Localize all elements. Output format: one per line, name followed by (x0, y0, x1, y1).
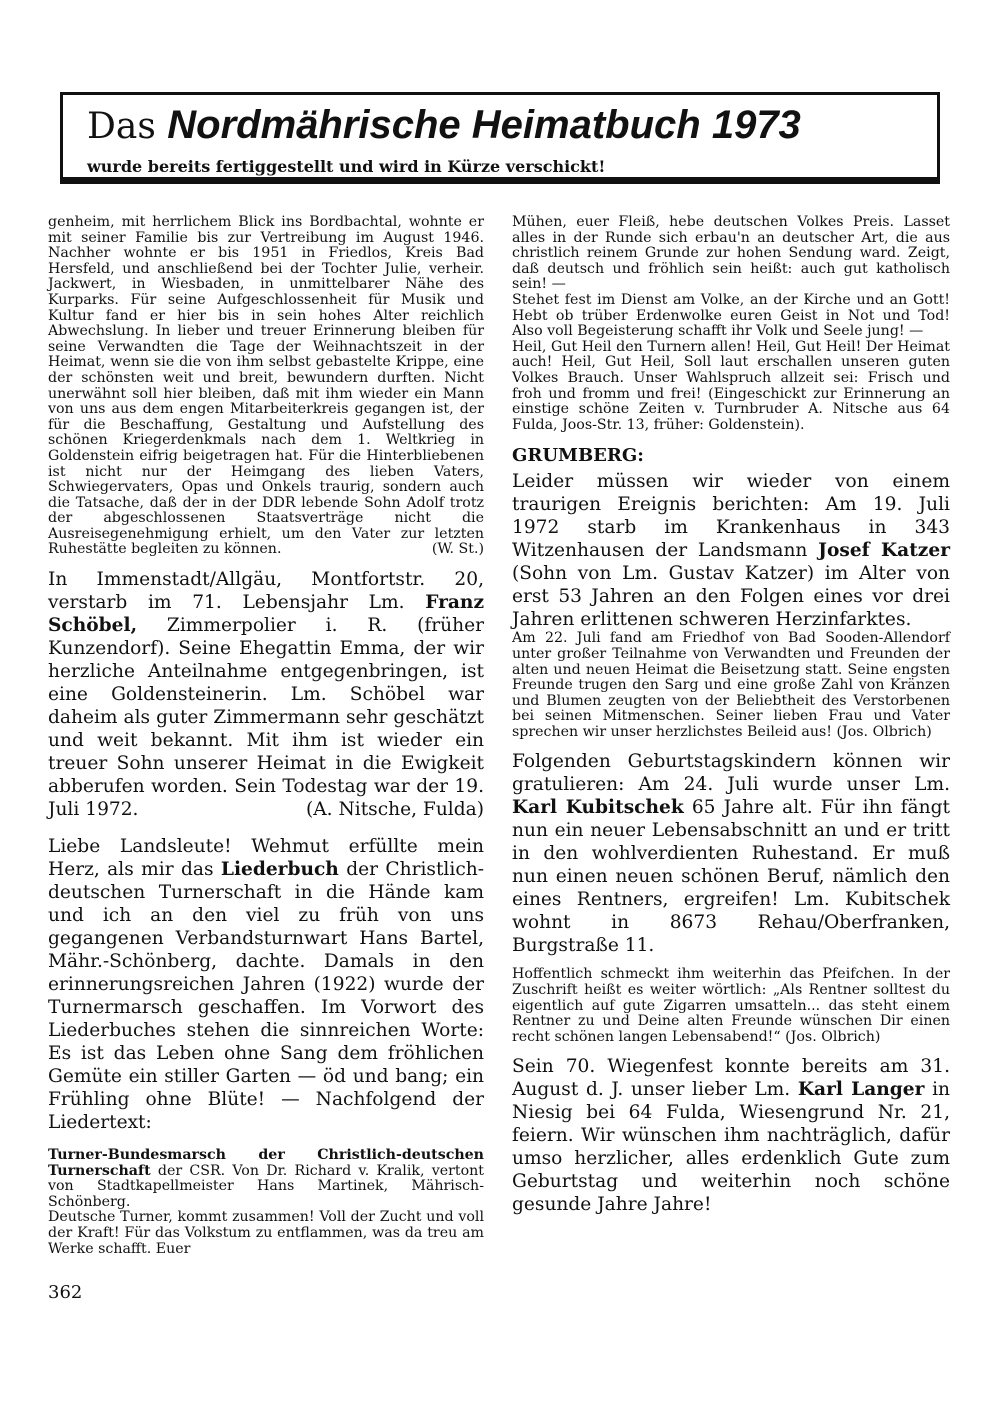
song-title: Turner-Bundesmarsch der Christlich-deutschen Turnerschaft (48, 1147, 484, 1179)
person-name: Karl Kubitschek (512, 797, 684, 819)
right-column (512, 215, 950, 1216)
author-signature: (A. Nitsche, Fulda) (305, 799, 484, 821)
obituary-katzer: Leider müssen wir wieder von einem traurigen Ereignis berichten: Am 19. Juli 1972 starb im Krankenhaus in 343 Witzenhausen der Landsmann Josef Katzer (Sohn von Lm. Gustav Katzer) im Alter von erst 53 Jahren an den Folgen eines vor drei Jahren erlittenen schweren Herzinfarktes. (512, 471, 950, 631)
article-liederbuch: Liebe Landsleute! Wehmut erfüllte mein Herz, als mir das Liederbuch der Christlich-deutschen Turnerschaft in die Hände kam und ich an den viel zu früh von uns gegangenen Verbandsturnwart Hans Bartel, Mähr.-Schönberg, dachte. Damals in den erinnerungsreichen Jahren (1922) wurde der Turnermarsch geschaffen. Im Vorwort des Liederbuches stehen die sinnreichen Worte: Es ist das Leben ohne Sang dem fröhlichen Gemüte ein stiller Garten — öd und bang; ein Frühling ohne Blüte! — Nachfolgend der Liedertext: (48, 836, 484, 1134)
obituary-schoebel: In Immenstadt/Allgäu, Montfortstr. 20, verstarb im 71. Lebensjahr Lm. Franz Schöbel, Zimmerpolier i. R. (früher Kunzendorf). Seine Ehegattin Emma, der wir herzliche Anteilnahme entgegenbringen, ist eine Goldensteinerin. Lm. Schöbel war daheim als guter Zimmermann sehr geschätzt und weit bekannt. Mit ihm ist wieder ein treuer Sohn unserer Heimat in die Ewigkeit abberufen worden. Sein Todestag war der 19. Juli 1972. (A. Nitsche, Fulda) (48, 569, 484, 821)
left-column (48, 215, 484, 1257)
song-text: Stehet fest im Dienst am Volke, an der Kirche und an Gott! Hebt ob trüber Erdenwolke euren Geist in Not und Tod! Also voll Begeisterung schafft ihr Volk und Seele jung! — (512, 291, 950, 340)
birthday-kubitschek: Folgenden Geburtstagskindern können wir gratulieren: Am 24. Juli wurde unser Lm. Karl Kubitschek 65 Jahre alt. Für ihn fängt nun ein neuer Lebensabschnitt an und er tritt in den wohlverdienten Ruhestand. Er muß nun einen neuen schönen Beruf, nämlich den eines Rentners, ergreifen! Lm. Kubitschek wohnt in 8673 Rehau/Oberfranken, Burgstraße 11. (512, 751, 950, 957)
person-name: Franz Schöbel, (48, 592, 484, 637)
banner-title (87, 103, 801, 148)
person-name: Karl Langer (797, 1079, 925, 1101)
page-number: 362 (48, 1282, 83, 1303)
article-paragraph: genheim, mit herrlichem Blick ins Bordbachtal, wohnte er mit seiner Familie bis zur Vertreibung im August 1946. Nachher wohnte er bis 1951 in Friedlos, Kreis Bad Hersfeld, und anschließend bei der Tochter Julie, verheir. Jackwert, in Wiesbaden, in unmittelbarer Nähe des Kurparks. Für seine Aufgeschlossenheit für Musik und Kultur fand er hier bis in sein hohes Alter reichlich Abwechslung. In lieber und treuer Erinnerung bleiben für seine Verwandten die Tage der Weihnachtszeit in der Heimat, wenn sie die von ihm selbst gebastelte Krippe, eine der schönsten weit und breit, bewundern durften. Nicht unerwähnt soll hier bleiben, daß mit ihm wieder ein Mann von uns aus dem engen Mitarbeiterkreis gegangen ist, der für die Beschaffung, Gestaltung und Aufstellung des schönen Kriegerdenkmals nach dem 1. Weltkrieg in Goldenstein eifrig beigetragen hat. Für die Hinterbliebenen ist nicht nur der Heimgang des lieben Vaters, Schwiegervaters, Opas und Onkels traurig, sondern auch die Tatsache, daß der in der DDR lebende Sohn Adolf trotz der abgeschlossenen Staatsverträge nicht die Ausreisegenehmigung erhielt, um den Vater zur letzten Ruhestätte begleiten zu können. (W. St.) (48, 214, 484, 558)
person-name: Josef Katzer (818, 540, 950, 562)
banner-title-plain: Das (87, 106, 168, 147)
song-text: Heil, Gut Heil den Turnern allen! Heil, Gut Heil! Der Heimat auch! Heil, Gut Heil, Soll laut erschallen unseren guten Volkes Brauch. Unser Wahlspruch allzeit sei: Frisch und froh und fromm und frei! (Eingeschickt zur Erinnerung an einstige schöne Zeiten v. Turnbruder A. Nitsche aus 64 Fulda, Joos-Str. 13, früher: Goldenstein). (512, 338, 950, 433)
announcement-banner (60, 92, 940, 184)
bold-term: Liederbuch (220, 859, 339, 881)
birthday-quote: Hoffentlich schmeckt ihm weiterhin das Pfeifchen. In der Zuschrift heißt es weiter wörtlich: „Als Rentner solltest du eigentlich auf gute Zigarren umsatteln... das steht einem Rentner zu und Deine alten Freunde wünschen Dir einen recht schönen langen Lebensabend!“ (Jos. Olbrich) (512, 966, 950, 1045)
banner-subtitle: wurde bereits fertiggestellt und wird in Kürze verschickt! (87, 157, 606, 176)
song-text: Mühen, euer Fleiß, hebe deutschen Volkes Preis. Lasset alles in der Runde sich erbau'n an deutscher Art, die aus christlich reinem Grunde zur hohen Sendung ward. Zeigt, daß deutsch und fröhlich sein heißt: auch gut katholisch sein! — (512, 214, 950, 293)
song-text: Deutsche Turner, kommt zusammen! Voll der Zucht und voll der Kraft! Für das Volkstum zu entflammen, was da treu am Werke schafft. Euer (48, 1209, 484, 1257)
section-heading-grumberg: GRUMBERG: (512, 445, 644, 467)
banner-title-bold: Nordmährische Heimatbuch 1973 (167, 103, 801, 147)
funeral-report: Am 22. Juli fand am Friedhof von Bad Sooden-Allendorf unter großer Teilnahme von Verwandten und Freunden der alten und neuen Heimat die Beisetzung statt. Seine engsten Freunde trugen den Sarg und eine große Zahl von Kränzen und Blumen zeugten von der Beliebtheit des Verstorbenen bei seinen Mitmenschen. Seiner lieben Frau und Vater sprechen wir unser herzlichstes Beileid aus! (Jos. Olbrich) (512, 630, 950, 740)
author-signature: (W. St.) (431, 541, 484, 558)
song-intro: Turner-Bundesmarsch der Christlich-deutschen Turnerschaft der CSR. Von Dr. Richard v. Kralik, vertont von Stadtkapellmeister Hans Martinek, Mährisch-Schönberg. (48, 1147, 484, 1210)
birthday-langer: Sein 70. Wiegenfest konnte bereits am 31. August d. J. unser lieber Lm. Karl Langer in Niesig bei 64 Fulda, Wiesengrund Nr. 21, feiern. Wir wünschen ihm nachträglich, dafür umso herzlicher, alles erdenklich Gute zum Geburtstag und weiterhin noch schöne gesunde Jahre Jahre! (512, 1056, 950, 1216)
